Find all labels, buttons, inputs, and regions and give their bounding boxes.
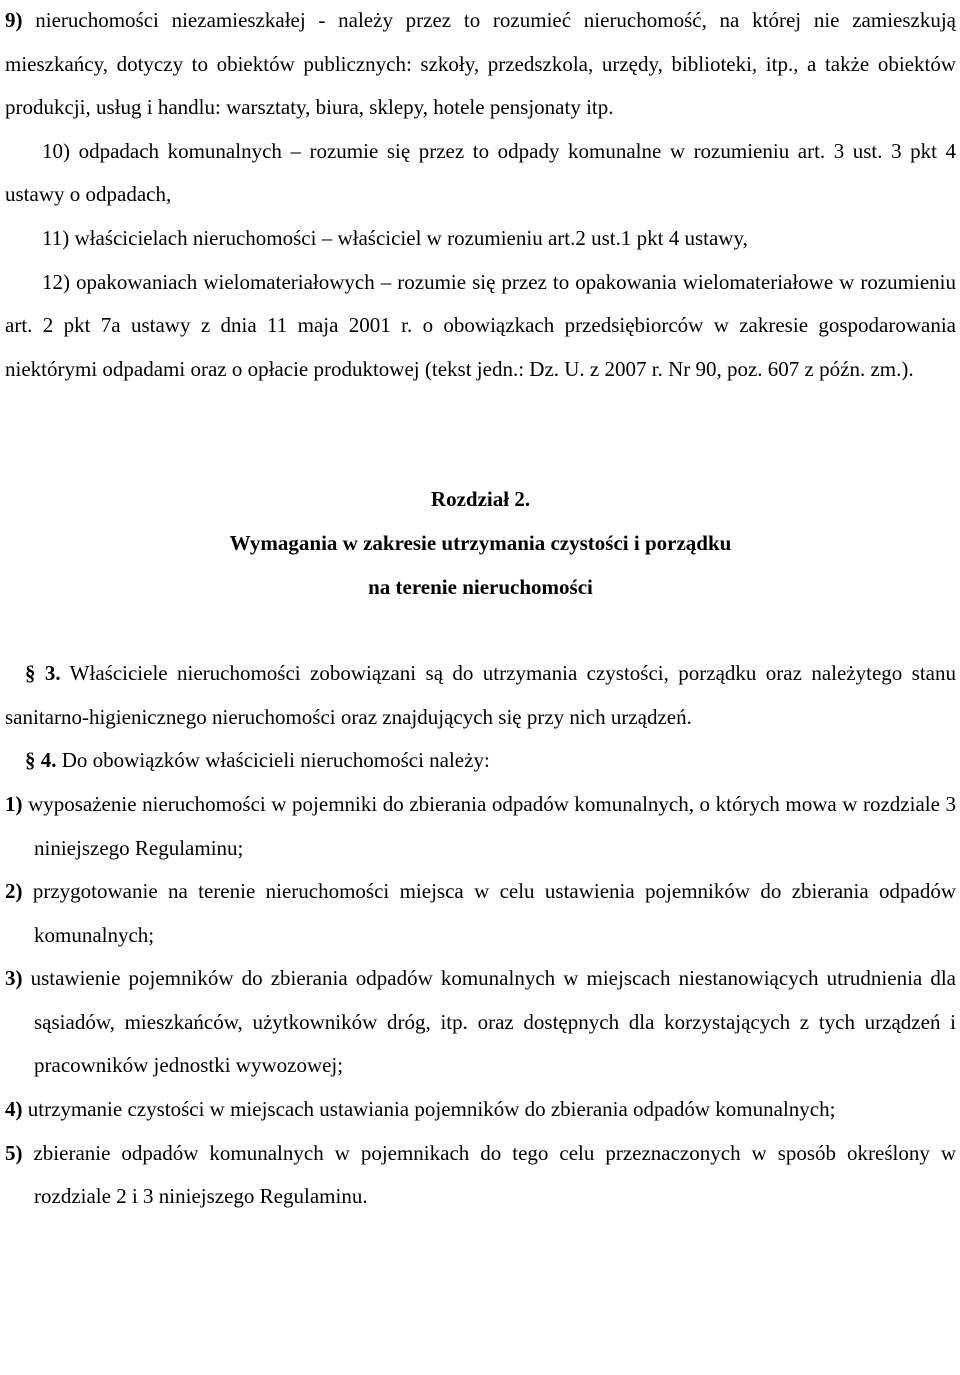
list-item-text: wyposażenie nieruchomości w pojemniki do zbierania odpadów komunalnych, o których mowa w rozdziale 3 niniejszego Regulaminu; <box>28 791 957 860</box>
list-item-number: 3) <box>5 966 23 991</box>
document-page <box>5 0 956 1219</box>
definition-10 <box>5 130 956 217</box>
chapter-number: Rozdział 2. <box>430 487 531 512</box>
list-item-text: przygotowanie na terenie nieruchomości miejsca w celu ustawienia pojemników do zbierania odpadów komunalnych; <box>32 879 956 947</box>
definition-11-text: właścicielach nieruchomości – właściciel w rozumieniu art.2 ust.1 pkt 4 ustawy, <box>74 225 748 250</box>
list-item-text: ustawienie pojemników do zbierania odpadów komunalnych w miejscach niestanowiących utrudnienia dla sąsiadów, mieszkańców, użytkowników dróg, itp. oraz dostępnych dla korzystających z tych urządzeń i pracowników jednostki wywozowej; <box>30 966 957 1078</box>
spacer <box>5 609 956 652</box>
section-3-label: § 3. <box>25 661 61 686</box>
list-item <box>5 1132 956 1219</box>
section-3-text: Właściciele nieruchomości zobowiązani są do utrzymania czystości, porządku oraz należytego stanu sanitarno-higienicznego nieruchomości oraz znajdujących się przy nich urządzeń. <box>5 661 957 729</box>
list-item-number: 1) <box>5 791 23 816</box>
definition-10-text: odpadach komunalnych – rozumie się przez to odpady komunalne w rozumieniu art. 3 ust. 3 pkt 4 ustawy o odpadach, <box>5 138 957 207</box>
section-3 <box>5 652 956 739</box>
section-4-label: § 4. <box>25 748 57 773</box>
chapter-title-line2: na terenie nieruchomości <box>368 574 593 599</box>
definition-9-text: nieruchomości niezamieszkałej - należy przez to rozumieć nieruchomość, na której nie zamieszkują mieszkańcy, dotyczy to obiektów publicznych: szkoły, przedszkola, urzędy, biblioteki, itp., a także obiektów produkcji, usług i handlu: warsztaty, biura, sklepy, hotele pensjonaty itp. <box>5 8 956 120</box>
list-item-number: 5) <box>5 1140 23 1165</box>
definition-9 <box>5 0 956 130</box>
definition-9-number: 9) <box>5 8 23 32</box>
chapter-title-line1: Wymagania w zakresie utrzymania czystości i porządku <box>229 530 732 555</box>
list-item-text: zbieranie odpadów komunalnych w pojemnikach do tego celu przeznaczonych w sposób określony w rozdziale 2 i 3 niniejszego Regulaminu. <box>33 1140 956 1209</box>
section-4-text: Do obowiązków właścicieli nieruchomości należy: <box>61 748 490 773</box>
definition-10-number: 10) <box>42 138 70 163</box>
definition-12-text: opakowaniach wielomateriałowych – rozumie się przez to opakowania wielomateriałowe w rozumieniu art. 2 pkt 7a ustawy z dnia 11 maja 2001 r. o obowiązkach przedsiębiorców w zakresie gospodarowania niektórymi odpadami oraz o opłacie produktowej (tekst jedn.: Dz. U. z 2007 r. Nr 90, poz. 607 z późn. zm.). <box>5 269 956 381</box>
section-4 <box>5 739 956 783</box>
spacer <box>5 391 956 478</box>
definition-11 <box>5 217 956 261</box>
list-item-text: utrzymanie czystości w miejscach ustawiania pojemników do zbierania odpadów komunalnych; <box>27 1097 836 1122</box>
list-item <box>5 1088 956 1132</box>
list-item <box>5 870 956 957</box>
list-item <box>5 957 956 1088</box>
list-item-number: 4) <box>5 1097 23 1122</box>
definition-12-number: 12) <box>42 269 70 294</box>
definition-12 <box>5 261 956 392</box>
definition-11-number: 11) <box>42 225 70 250</box>
list-item-number: 2) <box>5 879 23 904</box>
list-item <box>5 783 956 870</box>
